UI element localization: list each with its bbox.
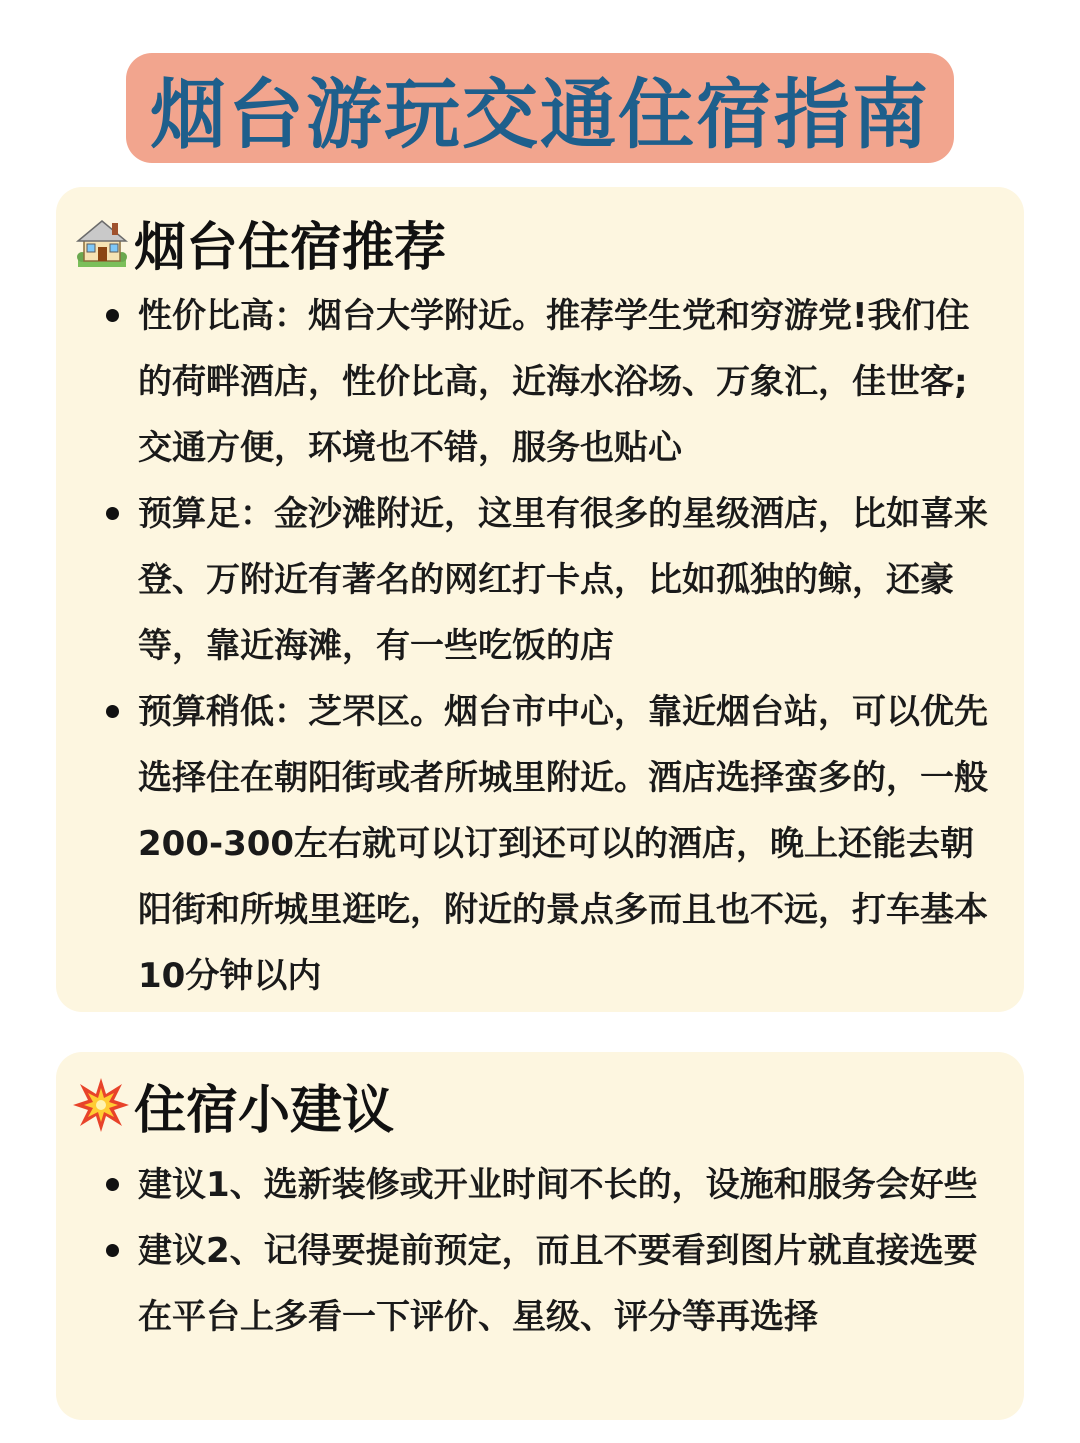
list-item [56,1152,1000,1218]
list-item [56,481,1000,679]
accommodation-tips-card [56,1052,1024,1420]
accommodation-recommendation-card [56,187,1024,1012]
collision-icon [72,1076,130,1134]
bullet-dot [106,309,119,322]
bullet-list [56,1152,1000,1350]
house-icon [72,213,130,271]
section-heading-text: 住宿小建议 [134,1080,395,1141]
list-item-text: 建议1、选新装修或开业时间不长的，设施和服务会好些 [138,1165,978,1205]
section-heading [72,207,446,277]
bullet-dot [106,1244,119,1257]
list-item-text: 预算足：金沙滩附近，这里有很多的星级酒店，比如喜来登、万附近有著名的网红打卡点，比如孤独的鲸，还豪等，靠近海滩，有一些吃饭的店 [138,494,988,666]
bullet-dot [106,1178,119,1191]
list-item-text: 建议2、记得要提前预定，而且不要看到图片就直接选要在平台上多看一下评价、星级、评分等再选择 [138,1231,978,1337]
list-item [56,1218,1000,1350]
bullet-dot [106,507,119,520]
list-item [56,283,1000,481]
section-heading [72,1070,394,1140]
title-banner [126,53,954,163]
list-item-text: 性价比高：烟台大学附近。推荐学生党和穷游党!我们住的荷畔酒店，性价比高，近海水浴场、万象汇，佳世客;交通方便，环境也不错，服务也贴心 [138,296,970,468]
list-item [56,679,1000,1009]
page-title: 烟台游玩交通住宿指南 [150,69,930,159]
list-item-text: 预算稍低：芝罘区。烟台市中心，靠近烟台站，可以优先选择住在朝阳街或者所城里附近。酒店选择蛮多的，一般200-300左右就可以订到还可以的酒店，晚上还能去朝阳街和所城里逛吃，附近的景点多而且也不远，打车基本10分钟以内 [138,692,988,996]
bullet-list [56,283,1000,1009]
bullet-dot [106,705,119,718]
section-heading-text: 烟台住宿推荐 [134,217,447,278]
